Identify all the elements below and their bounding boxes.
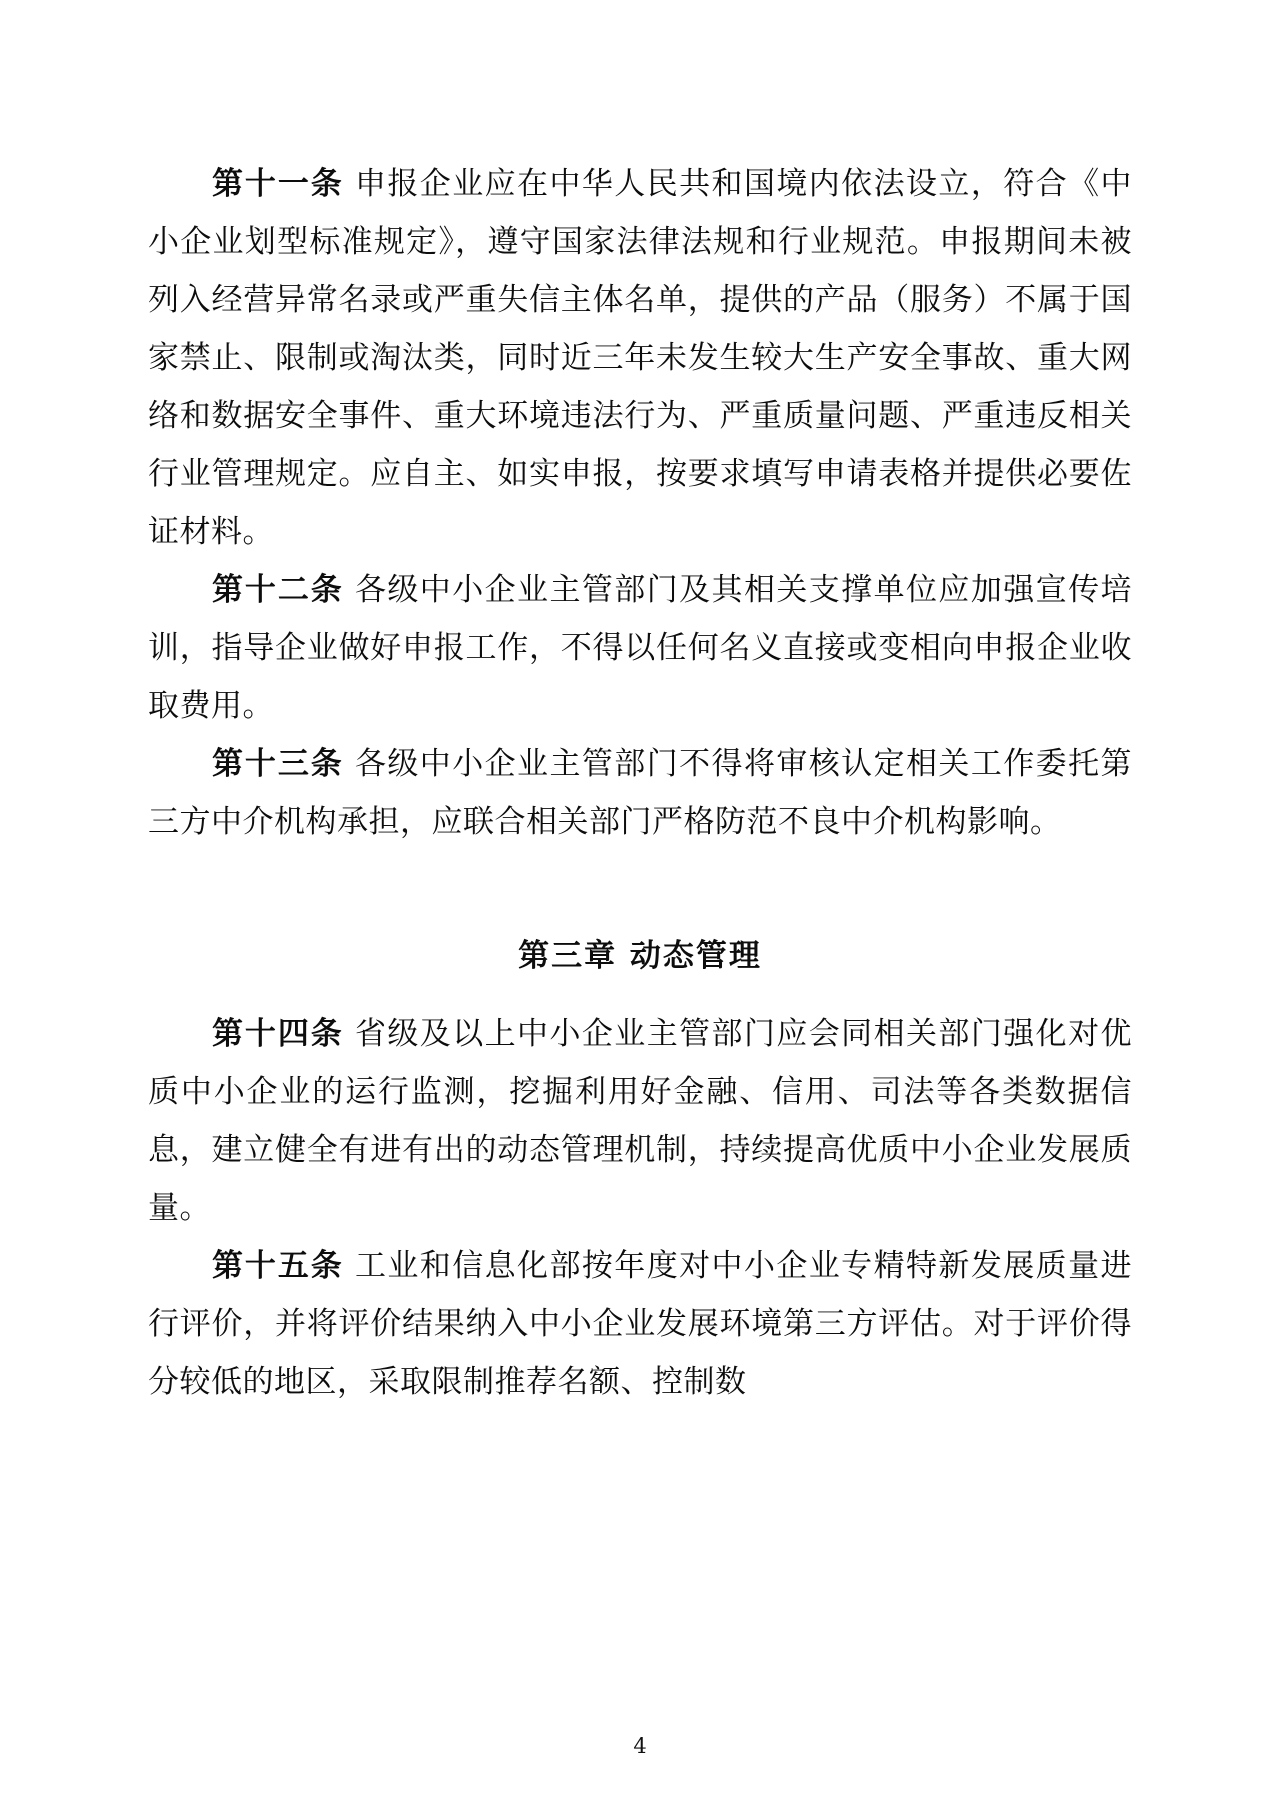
article-label: 第十三条: [212, 746, 344, 782]
paragraph-article-15: [148, 1237, 1132, 1411]
article-spacing: [344, 746, 355, 782]
paragraph-article-12: [148, 561, 1132, 735]
paragraph-article-13: [148, 735, 1132, 851]
article-text: 申报企业应在中华人民共和国境内依法设立，符合《中小企业划型标准规定》，遵守国家法律法规和行业规范。申报期间未被列入经营异常名录或严重失信主体名单，提供的产品（服务）不属于国家禁止、限制或淘汰类，同时近三年未发生较大生产安全事故、重大网络和数据安全事件、重大环境违法行为、严重质量问题、严重违反相关行业管理规定。应自主、如实申报，按要求填写申请表格并提供必要佐证材料。: [148, 166, 1133, 550]
article-spacing: [344, 1248, 355, 1284]
article-label: 第十五条: [212, 1248, 344, 1284]
paragraph-article-14: [148, 1005, 1132, 1237]
document-body: [148, 155, 1132, 1411]
article-text: 各级中小企业主管部门不得将审核认定相关工作委托第三方中介机构承担，应联合相关部门严格防范不良中介机构影响。: [148, 746, 1133, 840]
article-spacing: [344, 1016, 355, 1052]
article-text: 各级中小企业主管部门及其相关支撑单位应加强宣传培训，指导企业做好申报工作，不得以任何名义直接或变相向申报企业收取费用。: [148, 572, 1133, 724]
article-label: 第十一条: [212, 166, 344, 202]
article-text: 省级及以上中小企业主管部门应会同相关部门强化对优质中小企业的运行监测，挖掘利用好金融、信用、司法等各类数据信息，建立健全有进有出的动态管理机制，持续提高优质中小企业发展质量。: [148, 1016, 1133, 1226]
article-label: 第十二条: [212, 572, 344, 608]
article-spacing: [344, 166, 355, 202]
page-number: 4: [633, 1734, 647, 1758]
chapter-heading: 第三章 动态管理: [518, 938, 762, 974]
article-spacing: [344, 572, 355, 608]
article-text: 工业和信息化部按年度对中小企业专精特新发展质量进行评价，并将评价结果纳入中小企业发展环境第三方评估。对于评价得分较低的地区，采取限制推荐名额、控制数: [148, 1248, 1133, 1400]
article-label: 第十四条: [212, 1016, 344, 1052]
paragraph-article-11: [148, 155, 1132, 561]
